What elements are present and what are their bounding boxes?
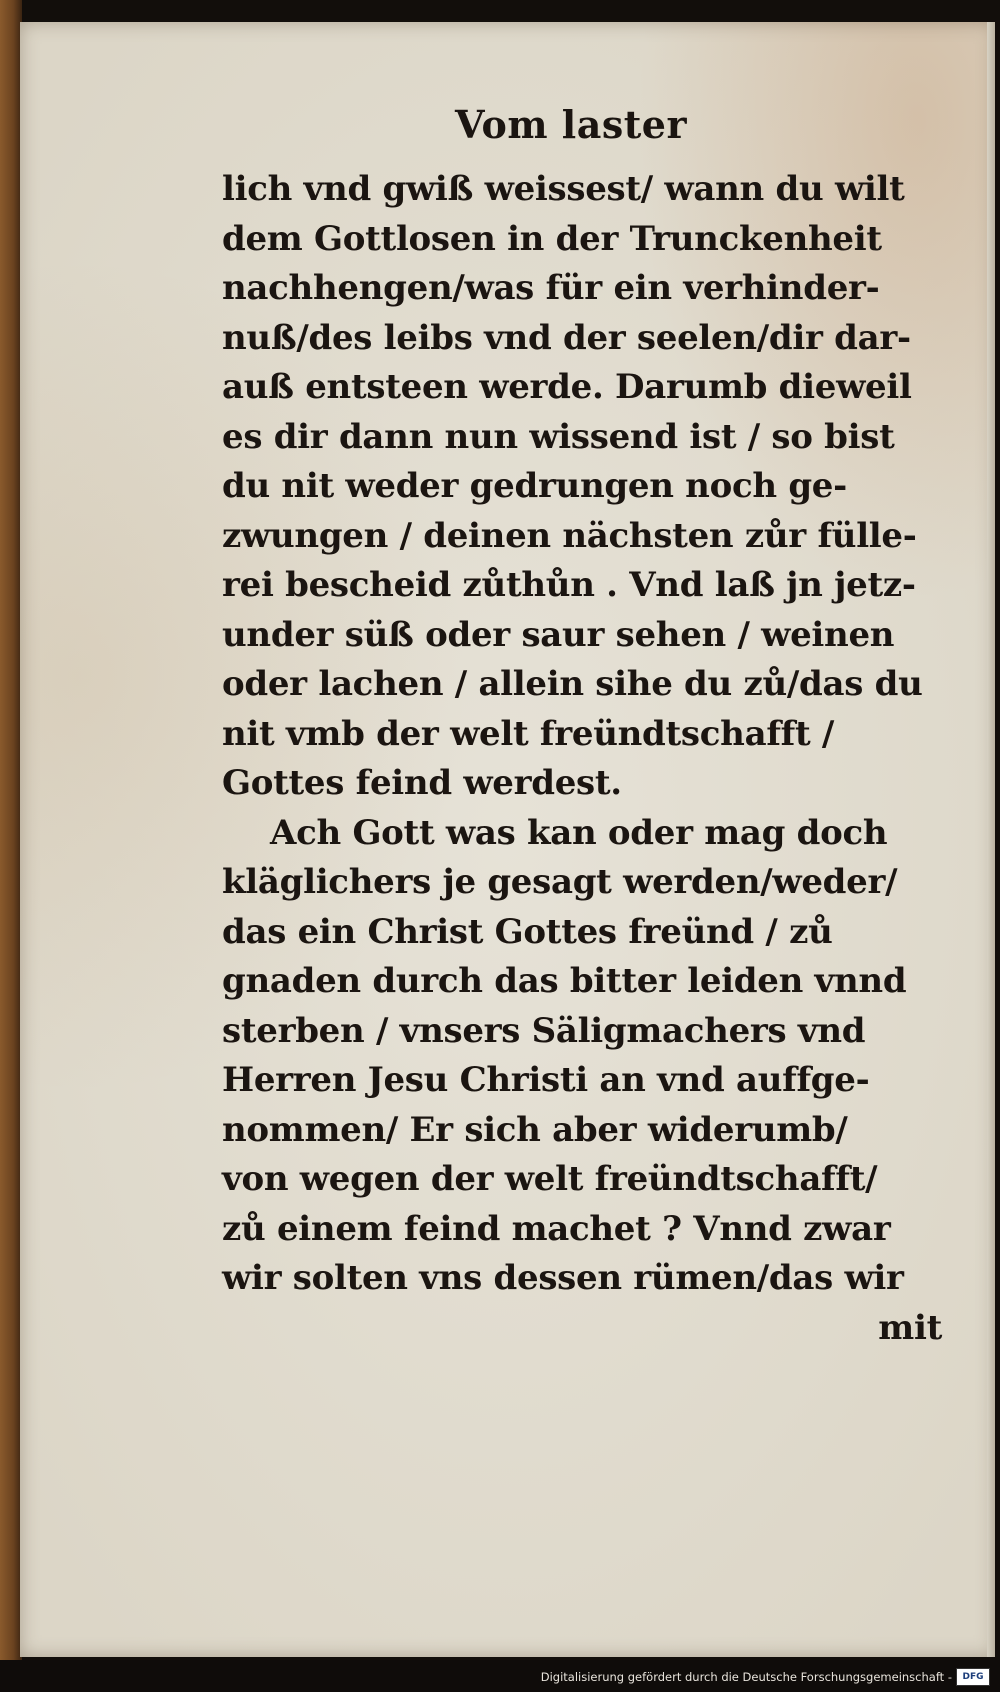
paragraph-start-line: Ach Gott was kan oder mag doch: [270, 812, 888, 853]
digitization-credit: Digitalisierung gefördert durch die Deutsche Forschungsgemeinschaft -: [540, 1670, 952, 1684]
text-line: nit vmb der welt freündtschafft /: [222, 713, 835, 754]
text-line: nuß/des leibs vnd der seelen/dir dar-: [222, 317, 911, 358]
text-block: [222, 165, 942, 1353]
text-line: auß entsteen werde. Darumb dieweil: [222, 367, 912, 407]
text-line: kläglichers je gesagt werden/weder/: [222, 862, 898, 902]
book-board-edge: [0, 0, 22, 1692]
text-line: gnaden durch das bitter leiden vnnd: [222, 961, 907, 1001]
text-line: nachhengen/was für ein verhinder-: [222, 268, 880, 308]
dfg-logo: DFG: [956, 1668, 990, 1686]
text-line: under süß oder saur sehen / weinen: [222, 614, 895, 655]
text-line: sterben / vnsers Säligmachers vnd: [222, 1010, 866, 1051]
text-line: lich vnd gwiß weissest/ wann du wilt: [222, 169, 905, 209]
text-line: zwungen / deinen nächsten zůr fülle-: [222, 515, 917, 556]
text-line: von wegen der welt freündtschafft/: [222, 1159, 878, 1199]
text-line: dem Gottlosen in der Trunckenheit: [222, 218, 882, 259]
text-line: du nit weder gedrungen noch ge-: [222, 466, 847, 506]
catchword: mit: [878, 1307, 942, 1348]
text-line: oder lachen / allein sihe du zů/das du: [222, 664, 923, 704]
text-line: das ein Christ Gottes freünd / zů: [222, 911, 833, 952]
text-line: Herren Jesu Christi an vnd auffge-: [222, 1060, 870, 1100]
text-line: rei bescheid zůthůn . Vnd laß jn jetz-: [222, 565, 916, 605]
text-line: zů einem feind machet ? Vnnd zwar: [222, 1208, 891, 1249]
text-line: Gottes feind werdest.: [222, 763, 622, 803]
text-line: es dir dann nun wissend ist / so bist: [222, 416, 895, 457]
text-line: wir solten vns dessen rümen/das wir: [222, 1258, 904, 1298]
text-line: nommen/ Er sich aber widerumb/: [222, 1109, 848, 1150]
page-edge: [987, 22, 995, 1657]
running-head: Vom laster: [455, 102, 687, 147]
